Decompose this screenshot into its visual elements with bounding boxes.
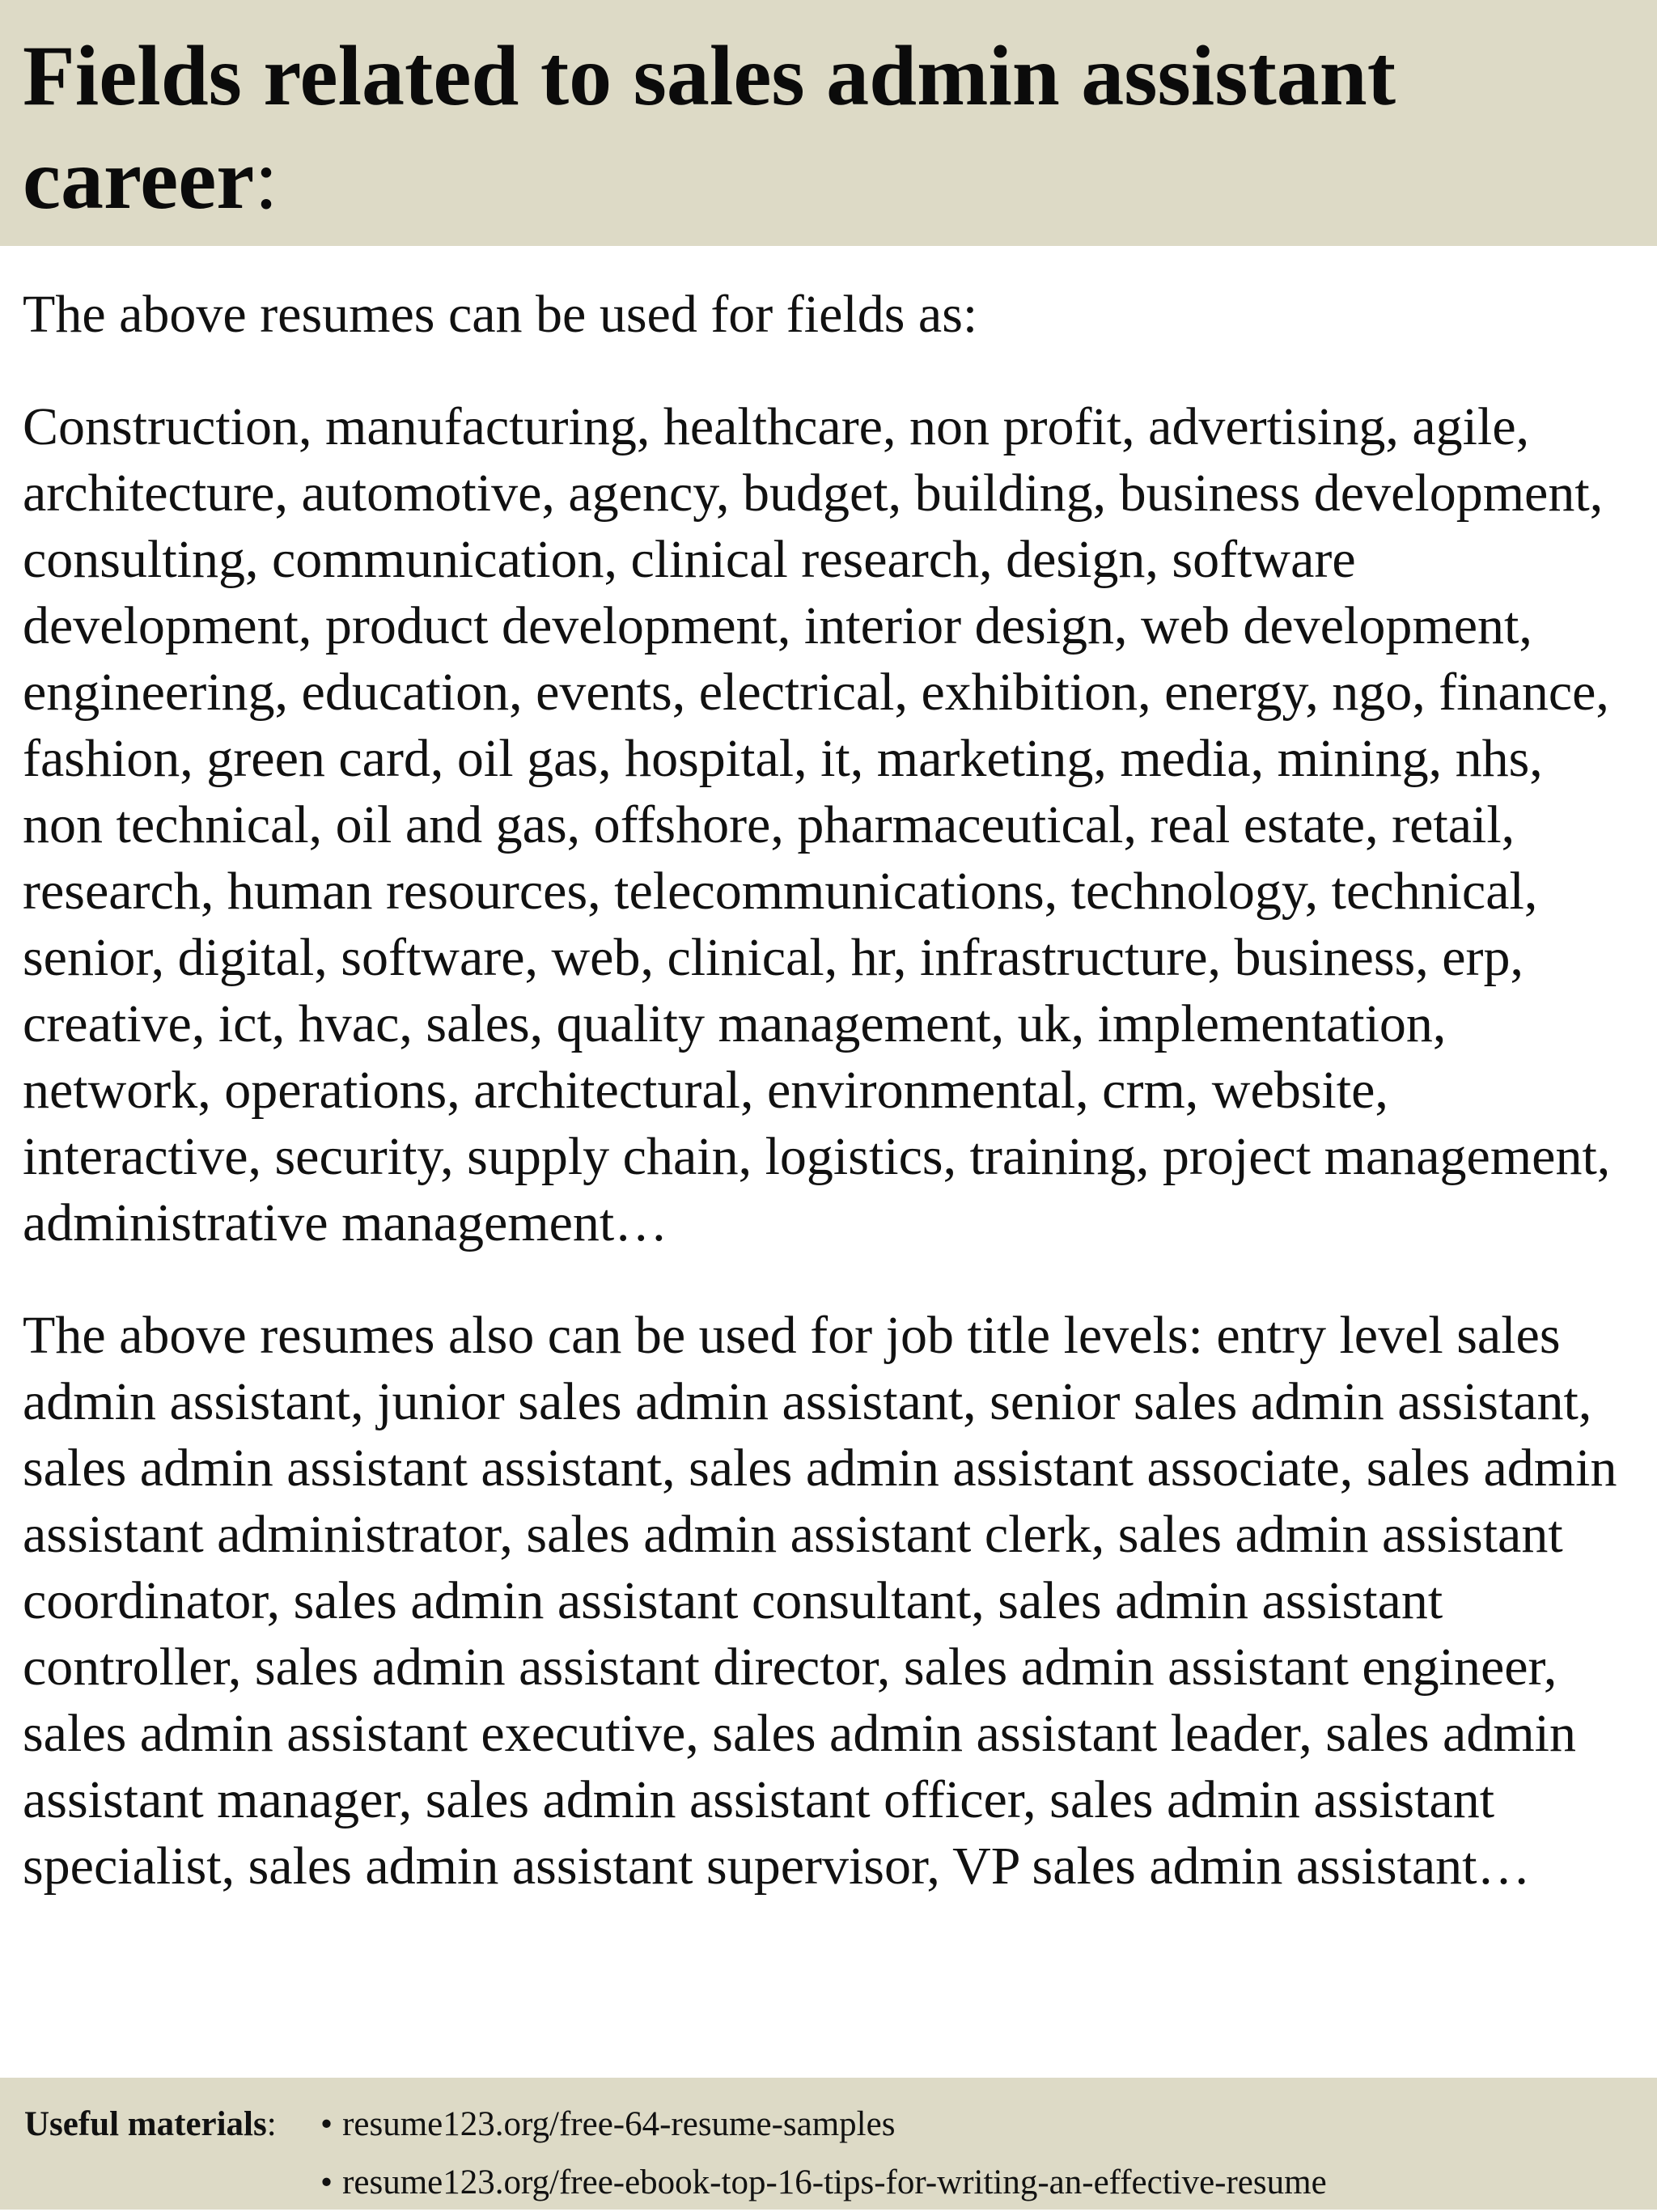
resume-samples-link[interactable]: resume123.org/free-64-resume-samples bbox=[342, 2105, 896, 2143]
page-title-colon: : bbox=[254, 132, 278, 227]
footer-link-item-1 bbox=[320, 2095, 895, 2154]
footer-banner bbox=[0, 2078, 1657, 2210]
page-title bbox=[23, 24, 1634, 231]
page-title-text: Fields related to sales admin assistant career bbox=[23, 28, 1396, 227]
footer-row-2 bbox=[24, 2154, 1657, 2212]
useful-materials-colon: : bbox=[266, 2105, 277, 2143]
header-banner bbox=[0, 0, 1657, 246]
job-levels-paragraph: The above resumes also can be used for job title levels: entry level sales admin assistant, junior sales admin assistant, senior sales admin assistant, sales admin assistant assistant, sales admin assistant associate, sales admin assistant administrator, sales admin assistant clerk, sales admin assistant coordinator, sales admin assistant consultant, sales admin assistant controller, sales admin assistant director, sales admin assistant engineer, sales admin assistant executive, sales admin assistant leader, sales admin assistant manager, sales admin assistant officer, sales admin assistant specialist, sales admin assistant supervisor, VP sales admin assistant… bbox=[23, 1306, 1617, 1896]
footer-row-1 bbox=[24, 2095, 1657, 2154]
ebook-tips-link[interactable]: resume123.org/free-ebook-top-16-tips-for-writing-an-effective-resume bbox=[342, 2163, 1327, 2201]
main-content bbox=[23, 282, 1633, 1900]
bullet-icon: • bbox=[320, 2105, 333, 2143]
footer-label-wrap bbox=[24, 2095, 320, 2154]
bullet-icon: • bbox=[320, 2163, 333, 2201]
fields-paragraph: Construction, manufacturing, healthcare, non profit, advertising, agile, architecture, automotive, agency, budget, building, business development, consulting, communication, clinical research, design, software development, product development, interior design, web development, engineering, education, events, electrical, exhibition, energy, ngo, finance, fashion, green card, oil gas, hospital, it, marketing, media, mining, nhs, non technical, oil and gas, offshore, pharmaceutical, real estate, retail, research, human resources, telecommunications, technology, technical, senior, digital, software, web, clinical, hr, infrastructure, business, erp, creative, ict, hvac, sales, quality management, uk, implementation, network, operations, architectural, environmental, crm, website, interactive, security, supply chain, logistics, training, project management, administrative management… bbox=[23, 397, 1611, 1252]
useful-materials-label: Useful materials bbox=[24, 2105, 267, 2143]
intro-paragraph: The above resumes can be used for fields as: bbox=[23, 285, 978, 344]
footer-link-item-2 bbox=[320, 2154, 1327, 2212]
